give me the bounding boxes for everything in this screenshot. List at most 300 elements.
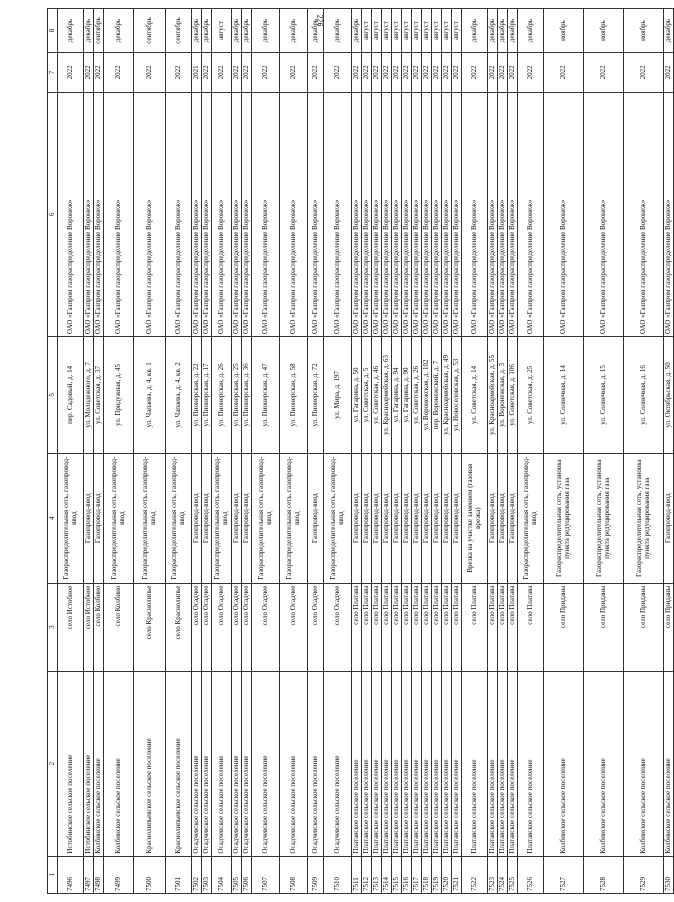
locality-cell: село Платава	[372, 583, 382, 671]
address-cell: ул. Мира, д. 197	[324, 337, 352, 454]
month-cell: декабрь	[308, 9, 324, 53]
row-number: 7509	[308, 856, 324, 893]
column-header: 6	[48, 92, 58, 336]
year-cell: 2022	[584, 53, 624, 93]
locality-cell: село Платава	[518, 583, 544, 671]
object-cell: Газораспределительная сеть, установка пункта редуцирования газа	[624, 453, 664, 583]
object-cell: Газопровод-ввод	[508, 453, 518, 583]
object-cell: Газораспределительная сеть, газопровод-ввод	[166, 453, 192, 583]
year-cell: 2022	[498, 53, 508, 93]
row-number: 7497	[84, 856, 94, 893]
table-row	[412, 9, 422, 894]
object-cell: Газопровод-ввод	[382, 453, 392, 583]
year-cell: 2022	[402, 53, 412, 93]
month-cell: декабрь	[84, 9, 94, 53]
settlement-cell: Колбинское сельское поселение	[624, 671, 664, 856]
address-cell: ул. Пионерская, д. 36	[242, 337, 252, 454]
address-cell: ул. Пионерская, д. 25	[232, 337, 242, 454]
year-cell: 2022	[442, 53, 452, 93]
owner-cell: ОАО «Газпром газораспределение Воронеж»	[402, 92, 412, 336]
month-cell: август	[432, 9, 442, 53]
owner-cell: ОАО «Газпром газораспределение Воронеж»	[252, 92, 280, 336]
year-cell: 2022	[202, 53, 212, 93]
settlement-cell: Платавское сельское поселение	[382, 671, 392, 856]
settlement-cell: Платавское сельское поселение	[422, 671, 432, 856]
locality-cell: село Платава	[382, 583, 392, 671]
year-cell: 2022	[84, 53, 94, 93]
owner-cell: ОАО «Газпром газораспределение Воронеж»	[544, 92, 584, 336]
address-cell: ул. Октябрьская, д. 50	[664, 337, 674, 454]
owner-cell: ОАО «Газпром газораспределение Воронеж»	[624, 92, 664, 336]
object-cell: Газораспределительная сеть, газопровод-ввод	[212, 453, 232, 583]
settlement-cell: Платавское сельское поселение	[412, 671, 422, 856]
year-cell: 2022	[58, 53, 84, 93]
settlement-cell: Платавское сельское поселение	[498, 671, 508, 856]
year-cell: 2022	[432, 53, 442, 93]
settlement-cell: Осадчевское сельское поселение	[232, 671, 242, 856]
locality-cell: село Осадчее	[324, 583, 352, 671]
year-cell: 2022	[518, 53, 544, 93]
month-cell: август	[442, 9, 452, 53]
object-cell: Газопровод-ввод	[402, 453, 412, 583]
address-cell: ул. Чапаева, д. 4, кв. 1	[134, 337, 166, 454]
address-cell: ул. Воронежская, д. 3	[498, 337, 508, 454]
object-cell: Газопровод-ввод	[488, 453, 498, 583]
year-cell: 2022	[452, 53, 462, 93]
row-number: 7516	[402, 856, 412, 893]
month-cell: декабрь	[324, 9, 352, 53]
column-header: 2	[48, 671, 58, 856]
owner-cell: ОАО «Газпром газораспределение Воронеж»	[352, 92, 362, 336]
address-cell: ул. Солнечная, д. 14	[544, 337, 584, 454]
month-cell: декабрь	[104, 9, 134, 53]
month-cell: сентябрь	[134, 9, 166, 53]
table-row	[308, 9, 324, 894]
object-cell: Газопровод-ввод	[442, 453, 452, 583]
address-cell: ул. Гагарина, д. 94	[392, 337, 402, 454]
row-number: 7524	[498, 856, 508, 893]
row-number: 7502	[192, 856, 202, 893]
table-row	[462, 9, 488, 894]
locality-cell: село Платава	[352, 583, 362, 671]
year-cell: 2022	[508, 53, 518, 93]
year-cell: 2022	[544, 53, 584, 93]
settlement-cell: Платавское сельское поселение	[362, 671, 372, 856]
settlement-cell: Платавское сельское поселение	[402, 671, 412, 856]
locality-cell: село Осадчее	[308, 583, 324, 671]
locality-cell: село Краснолипье	[134, 583, 166, 671]
month-cell: декабрь	[280, 9, 308, 53]
table-row	[212, 9, 232, 894]
object-cell: Газораспределительная сеть, газопровод-ввод	[104, 453, 134, 583]
year-cell: 2022	[462, 53, 488, 93]
object-cell: Газопровод-ввод	[94, 453, 104, 583]
settlement-cell: Платавское сельское поселение	[462, 671, 488, 856]
table-row	[402, 9, 412, 894]
row-number: 7523	[488, 856, 498, 893]
row-number: 7519	[432, 856, 442, 893]
settlement-cell: Колбинское сельское поселение	[544, 671, 584, 856]
year-cell: 2022	[352, 53, 362, 93]
settlement-cell: Осадчевское сельское поселение	[308, 671, 324, 856]
locality-cell: село Приданы	[584, 583, 624, 671]
table-row	[442, 9, 452, 894]
settlement-cell: Платавское сельское поселение	[442, 671, 452, 856]
object-cell: Газораспределительная сеть, газопровод-ввод	[134, 453, 166, 583]
settlement-cell: Осадчевское сельское поселение	[212, 671, 232, 856]
table-row	[104, 9, 134, 894]
year-cell: 2022	[422, 53, 432, 93]
address-cell: ул. Красноармейская, д. 63	[382, 337, 392, 454]
locality-cell: село Осадчее	[192, 583, 202, 671]
address-cell: ул. Советская, д. 106	[508, 337, 518, 454]
column-header: 4	[48, 453, 58, 583]
locality-cell: село Платава	[392, 583, 402, 671]
column-header: 1	[48, 856, 58, 893]
settlement-cell: Колбинское сельское поселение	[94, 671, 104, 856]
owner-cell: ОАО «Газпром газораспределение Воронеж»	[166, 92, 192, 336]
year-cell: 2022	[252, 53, 280, 93]
month-cell: декабрь	[664, 9, 674, 53]
table-row	[372, 9, 382, 894]
table-row	[84, 9, 94, 894]
owner-cell: ОАО «Газпром газораспределение Воронеж»	[134, 92, 166, 336]
column-header: 3	[48, 583, 58, 671]
month-cell: декабрь	[242, 9, 252, 53]
year-cell: 2022	[624, 53, 664, 93]
settlement-cell: Платавское сельское поселение	[392, 671, 402, 856]
locality-cell: село Приданы	[544, 583, 584, 671]
address-cell: ул. Пионерская, д. 58	[280, 337, 308, 454]
owner-cell: ОАО «Газпром газораспределение Воронеж»	[584, 92, 624, 336]
year-cell: 2022	[382, 53, 392, 93]
locality-cell: село Приданы	[624, 583, 664, 671]
month-cell: декабрь	[58, 9, 84, 53]
row-number: 7529	[624, 856, 664, 893]
row-number: 7500	[134, 856, 166, 893]
object-cell: Газопровод-ввод	[352, 453, 362, 583]
object-cell: Газораспределительная сеть, установка пункта редуцирования газа	[544, 453, 584, 583]
object-cell: Газопровод-ввод	[202, 453, 212, 583]
row-number: 7506	[242, 856, 252, 893]
gas-pipeline-table	[47, 8, 674, 894]
address-cell: ул. Советская, д. 14	[462, 337, 488, 454]
settlement-cell: Платавское сельское поселение	[372, 671, 382, 856]
table-row	[382, 9, 392, 894]
address-cell: пер. Воронежский, д. 7	[432, 337, 442, 454]
address-cell: ул. Пионерская, д. 22	[192, 337, 202, 454]
owner-cell: ОАО «Газпром газораспределение Воронеж»	[242, 92, 252, 336]
table-row	[352, 9, 362, 894]
year-cell: 2022	[166, 53, 192, 93]
table-row	[452, 9, 462, 894]
year-cell: 2022	[104, 53, 134, 93]
month-cell: август	[212, 9, 232, 53]
table-row	[252, 9, 280, 894]
object-cell: Газопровод-ввод	[308, 453, 324, 583]
address-cell: ул. Пионерская, д. 26	[212, 337, 232, 454]
object-cell: Газораспределительная сеть, газопровод-ввод	[252, 453, 280, 583]
year-cell: 2022	[664, 53, 674, 93]
table-row	[192, 9, 202, 894]
table-row	[166, 9, 192, 894]
locality-cell: село Истобное	[58, 583, 84, 671]
month-cell: август	[382, 9, 392, 53]
owner-cell: ОАО «Газпром газораспределение Воронеж»	[392, 92, 402, 336]
column-header: 8	[48, 9, 58, 53]
address-cell: ул. Советская, д. 37	[94, 337, 104, 454]
year-cell: 2022	[232, 53, 242, 93]
owner-cell: ОАО «Газпром газораспределение Воронеж»	[324, 92, 352, 336]
table-row	[392, 9, 402, 894]
locality-cell: село Осадчее	[232, 583, 242, 671]
locality-cell: село Платава	[442, 583, 452, 671]
row-number: 7527	[544, 856, 584, 893]
owner-cell: ОАО «Газпром газораспределение Воронеж»	[308, 92, 324, 336]
address-cell: ул. Новоселовская, д. 53	[452, 337, 462, 454]
locality-cell: село Платава	[412, 583, 422, 671]
month-cell: декабрь	[252, 9, 280, 53]
address-cell: ул. Придужная, д. 45	[104, 337, 134, 454]
row-number: 7498	[94, 856, 104, 893]
month-cell: сентябрь	[166, 9, 192, 53]
owner-cell: ОАО «Газпром газораспределение Воронеж»	[432, 92, 442, 336]
table-row	[508, 9, 518, 894]
month-cell: декабрь	[518, 9, 544, 53]
settlement-cell: Колбинское сельское поселение	[664, 671, 674, 856]
column-header: 7	[48, 53, 58, 93]
locality-cell: село Платава	[462, 583, 488, 671]
year-cell: 2022	[488, 53, 498, 93]
locality-cell: село Платава	[432, 583, 442, 671]
address-cell: ул. Воронежская, д. 102	[422, 337, 432, 454]
object-cell: Газопровод-ввод	[412, 453, 422, 583]
locality-cell: село Приданы	[664, 583, 674, 671]
owner-cell: ОАО «Газпром газораспределение Воронеж»	[84, 92, 94, 336]
year-cell: 2022	[324, 53, 352, 93]
table-row	[432, 9, 442, 894]
owner-cell: ОАО «Газпром газораспределение Воронеж»	[192, 92, 202, 336]
settlement-cell: Платавское сельское поселение	[432, 671, 442, 856]
table-row	[422, 9, 432, 894]
row-number: 7511	[352, 856, 362, 893]
table-row	[544, 9, 584, 894]
address-cell: ул. Чапаева, д. 4, кв. 2	[166, 337, 192, 454]
settlement-cell: Осадчевское сельское поселение	[252, 671, 280, 856]
year-cell: 2022	[134, 53, 166, 93]
month-cell: ноябрь	[544, 9, 584, 53]
row-number: 7515	[392, 856, 402, 893]
object-cell: Газораспределительная сеть, газопровод-ввод	[280, 453, 308, 583]
row-number: 7522	[462, 856, 488, 893]
table-row	[280, 9, 308, 894]
table-row	[134, 9, 166, 894]
object-cell: Газопровод-ввод	[232, 453, 242, 583]
settlement-cell: Осадчевское сельское поселение	[324, 671, 352, 856]
address-cell: ул. Советская, д. 26	[412, 337, 422, 454]
row-number: 7514	[382, 856, 392, 893]
locality-cell: село Осадчее	[202, 583, 212, 671]
year-cell: 2022	[412, 53, 422, 93]
object-cell: Газораспределительная сеть, газопровод-ввод	[518, 453, 544, 583]
address-cell: ул. Солнечная, д. 15	[584, 337, 624, 454]
locality-cell: село Осадчее	[212, 583, 232, 671]
settlement-cell: Краснолипьевское сельское поселение	[134, 671, 166, 856]
table-row	[362, 9, 372, 894]
address-cell: ул. Молодежного, д. 7	[84, 337, 94, 454]
owner-cell: ОАО «Газпром газораспределение Воронеж»	[412, 92, 422, 336]
address-cell: ул. Советская, д. 46	[372, 337, 382, 454]
table-row	[664, 9, 674, 894]
locality-cell: село Платава	[422, 583, 432, 671]
object-cell: Газопровод-ввод	[664, 453, 674, 583]
owner-cell: ОАО «Газпром газораспределение Воронеж»	[212, 92, 232, 336]
owner-cell: ОАО «Газпром газораспределение Воронеж»	[382, 92, 392, 336]
page-number: 226	[315, 14, 325, 27]
owner-cell: ОАО «Газпром газораспределение Воронеж»	[664, 92, 674, 336]
year-cell: 2022	[280, 53, 308, 93]
address-cell: ул. Советская, д. 25	[518, 337, 544, 454]
settlement-cell: Платавское сельское поселение	[488, 671, 498, 856]
settlement-cell: Платавское сельское поселение	[518, 671, 544, 856]
owner-cell: ОАО «Газпром газораспределение Воронеж»	[372, 92, 382, 336]
settlement-cell: Платавское сельское поселение	[508, 671, 518, 856]
object-cell: Газораспределительная сеть, газопровод-ввод	[324, 453, 352, 583]
row-number: 7528	[584, 856, 624, 893]
year-cell: 2022	[308, 53, 324, 93]
locality-cell: село Платава	[508, 583, 518, 671]
year-cell: 2022	[212, 53, 232, 93]
owner-cell: ОАО «Газпром газораспределение Воронеж»	[488, 92, 498, 336]
object-cell: Газораспределительная сеть, газопровод-ввод	[58, 453, 84, 583]
year-cell: 2022	[242, 53, 252, 93]
settlement-cell: Платавское сельское поселение	[452, 671, 462, 856]
locality-cell: село Платава	[452, 583, 462, 671]
address-cell: ул. Пионерская, д. 47	[252, 337, 280, 454]
month-cell: ноябрь	[624, 9, 664, 53]
month-cell: декабрь	[508, 9, 518, 53]
row-number: 7521	[452, 856, 462, 893]
month-cell: август	[422, 9, 432, 53]
table-row	[94, 9, 104, 894]
locality-cell: село Осадчее	[280, 583, 308, 671]
owner-cell: ОАО «Газпром газораспределение Воронеж»	[94, 92, 104, 336]
object-cell: Газопровод-ввод	[432, 453, 442, 583]
object-cell: Газопровод-ввод	[84, 453, 94, 583]
row-number: 7520	[442, 856, 452, 893]
month-cell: декабрь	[232, 9, 242, 53]
month-cell: август	[392, 9, 402, 53]
object-cell: Газопровод-ввод	[372, 453, 382, 583]
object-cell: Газопровод-ввод	[392, 453, 402, 583]
settlement-cell: Колбинское сельское поселение	[104, 671, 134, 856]
owner-cell: ОАО «Газпром газораспределение Воронеж»	[362, 92, 372, 336]
month-cell: август	[402, 9, 412, 53]
table-body	[58, 9, 674, 894]
row-number: 7496	[58, 856, 84, 893]
settlement-cell: Осадчевское сельское поселение	[242, 671, 252, 856]
owner-cell: ОАО «Газпром газораспределение Воронеж»	[422, 92, 432, 336]
year-cell: 2022	[362, 53, 372, 93]
owner-cell: ОАО «Газпром газораспределение Воронеж»	[442, 92, 452, 336]
year-cell: 2022	[94, 53, 104, 93]
month-cell: декабрь	[488, 9, 498, 53]
owner-cell: ОАО «Газпром газораспределение Воронеж»	[280, 92, 308, 336]
row-number: 7518	[422, 856, 432, 893]
table-row	[488, 9, 498, 894]
month-cell: декабрь	[498, 9, 508, 53]
settlement-cell: Колбинское сельское поселение	[584, 671, 624, 856]
object-cell: Газопровод-ввод	[452, 453, 462, 583]
month-cell: август	[452, 9, 462, 53]
owner-cell: ОАО «Газпром газораспределение Воронеж»	[452, 92, 462, 336]
locality-cell: село Колбино	[104, 583, 134, 671]
address-cell: ул. Солнечная, д. 16	[624, 337, 664, 454]
column-header: 5	[48, 337, 58, 454]
table-row	[232, 9, 242, 894]
object-cell: Газопровод-ввод	[192, 453, 202, 583]
table-row	[624, 9, 664, 894]
address-cell: пер. Садовый, д. 14	[58, 337, 84, 454]
table-row	[518, 9, 544, 894]
row-number: 7526	[518, 856, 544, 893]
settlement-cell: Истобинское сельское поселение	[58, 671, 84, 856]
locality-cell: село Осадчее	[242, 583, 252, 671]
table-row	[202, 9, 212, 894]
object-cell: Газопровод-ввод	[498, 453, 508, 583]
address-cell: ул. Красноармейская, д. 49	[442, 337, 452, 454]
month-cell: август	[412, 9, 422, 53]
row-number: 7504	[212, 856, 232, 893]
month-cell: декабрь	[202, 9, 212, 53]
address-cell: ул. Гагарина, д. 50	[352, 337, 362, 454]
locality-cell: село Колбино	[94, 583, 104, 671]
month-cell: ноябрь	[584, 9, 624, 53]
year-cell: 2022	[372, 53, 382, 93]
address-cell: ул. Гагарина, д. 90	[402, 337, 412, 454]
owner-cell: ОАО «Газпром газораспределение Воронеж»	[104, 92, 134, 336]
row-number: 7513	[372, 856, 382, 893]
locality-cell: село Платава	[402, 583, 412, 671]
settlement-cell: Осадчевское сельское поселение	[192, 671, 202, 856]
owner-cell: ОАО «Газпром газораспределение Воронеж»	[202, 92, 212, 336]
object-cell: Газораспределительная сеть, установка пункта редуцирования газа	[584, 453, 624, 583]
row-number: 7517	[412, 856, 422, 893]
row-number: 7530	[664, 856, 674, 893]
locality-cell: село Платава	[488, 583, 498, 671]
month-cell: сентябрь	[94, 9, 104, 53]
month-cell: декабрь	[462, 9, 488, 53]
locality-cell: село Краснолипье	[166, 583, 192, 671]
row-number: 7507	[252, 856, 280, 893]
address-cell: ул. Советская, д. 5	[362, 337, 372, 454]
year-cell: 2021	[192, 53, 202, 93]
header-row	[48, 9, 58, 894]
owner-cell: ОАО «Газпром газораспределение Воронеж»	[498, 92, 508, 336]
row-number: 7512	[362, 856, 372, 893]
month-cell: декабрь	[192, 9, 202, 53]
settlement-cell: Краснолипьевское сельское поселение	[166, 671, 192, 856]
address-cell: ул. Пионерская, д. 72	[308, 337, 324, 454]
settlement-cell: Платавское сельское поселение	[352, 671, 362, 856]
locality-cell: село Платава	[362, 583, 372, 671]
month-cell: декабрь	[352, 9, 362, 53]
row-number: 7505	[232, 856, 242, 893]
owner-cell: ОАО «Газпром газораспределение Воронеж»	[232, 92, 242, 336]
table-row	[498, 9, 508, 894]
row-number: 7525	[508, 856, 518, 893]
locality-cell: село Платава	[498, 583, 508, 671]
